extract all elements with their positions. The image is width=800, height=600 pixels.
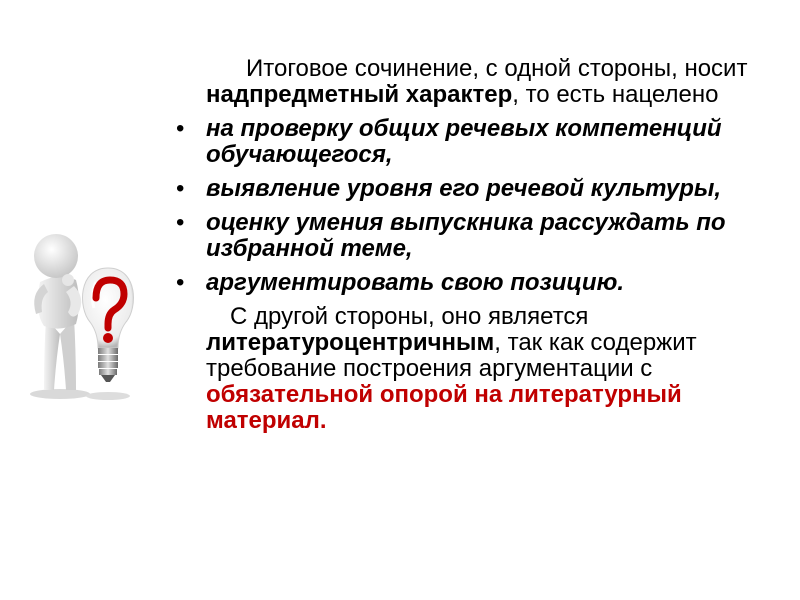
list-item xyxy=(176,270,776,296)
intro-bold-term: надпредметный характер xyxy=(206,81,513,108)
list-item xyxy=(176,210,776,262)
bulb-shadow xyxy=(86,392,130,400)
bullet-icon: • xyxy=(176,269,185,296)
intro-paragraph xyxy=(206,56,776,108)
figure-shadow xyxy=(30,389,90,399)
outro-text-1: С другой стороны, оно является xyxy=(230,303,589,330)
list-item-text: оценку умения выпускника рассуждать по избранной теме, xyxy=(206,209,726,262)
intro-text-2: , то есть нацелено xyxy=(512,81,719,108)
list-item-text: аргументировать свою позицию. xyxy=(206,269,625,296)
list-item xyxy=(176,176,776,202)
bullet-icon: • xyxy=(176,115,185,142)
outro-paragraph xyxy=(206,304,776,434)
list-item-text: выявление уровня его речевой культуры, xyxy=(206,175,722,202)
thinking-person-icon xyxy=(34,234,81,390)
outro-highlight: обязательной опорой на литературный материал. xyxy=(206,381,682,434)
outro-bold-term: литературоцентричным xyxy=(206,329,495,356)
list-item xyxy=(176,116,776,168)
person-lightbulb-question-icon xyxy=(20,222,152,404)
bullet-list xyxy=(176,116,776,296)
intro-text-1: Итоговое сочинение, с одной стороны, носит xyxy=(246,55,748,82)
outro-text-2: , так как содержит требование построения аргументации с xyxy=(206,329,697,382)
illustration-svg xyxy=(20,222,152,404)
bullet-icon: • xyxy=(176,209,185,236)
bullet-icon: • xyxy=(176,175,185,202)
list-item-text: на проверку общих речевых компетенций обучающегося, xyxy=(206,115,722,168)
slide-text xyxy=(176,56,776,442)
